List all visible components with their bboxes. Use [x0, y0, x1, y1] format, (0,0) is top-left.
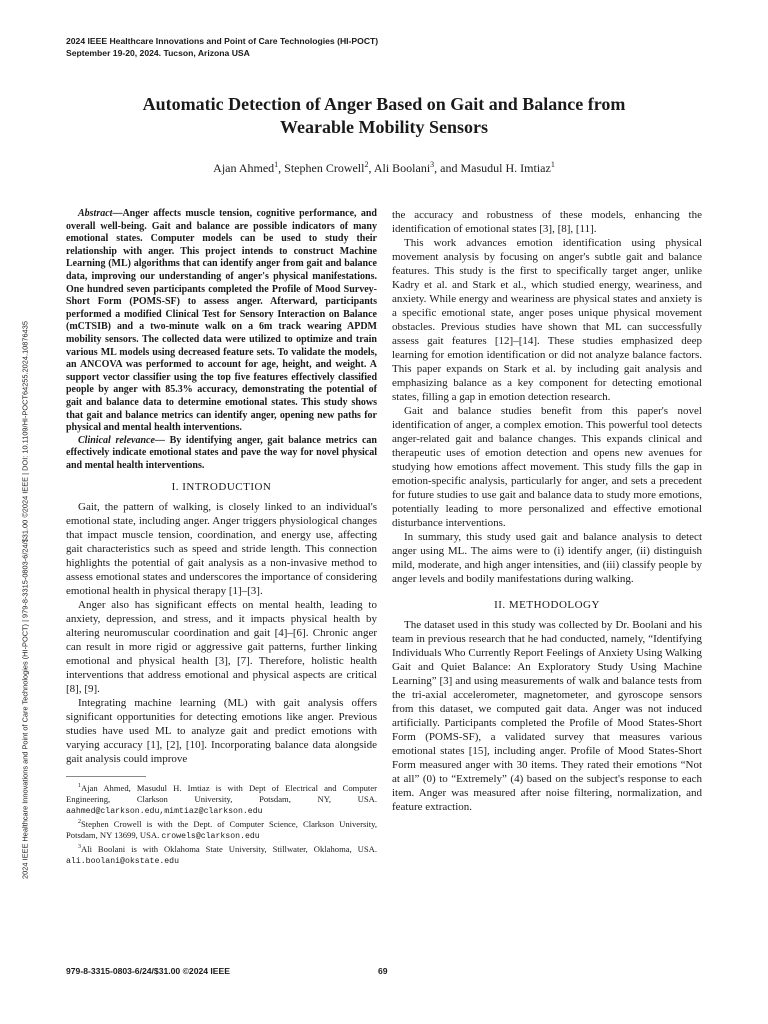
- left-column: [66, 208, 377, 867]
- section-heading-introduction: I. INTRODUCTION: [171, 481, 272, 494]
- footnote: [66, 781, 377, 817]
- paragraph: Integrating machine learning (ML) with gait analysis offers significant opportunities for detecting emotions like anger. Previous studies have used ML to analyze gait and predict emotions with varying accuracy [1], [2], [10]. Incorporating balance data alongside gait analysis could improve: [66, 697, 377, 766]
- author-separator: ,: [368, 161, 374, 175]
- footnote-divider: [66, 776, 146, 777]
- paragraph: This work advances emotion identification using physical movement analysis by focusing on anger's subtle gait and balance features. This study is the first to specifically target anger, unlike Kadry et al. and Stark et al., which studied energy, weariness, and anxiety. While energy and weariness are physical states and anxiety is a specific emotional state, anger poses unique physical movement obstacles. Previous studies have shown that ML can successfully assess gait features [12]–[14]. These studies emphasized deep learning for emotion identification or did not analyze balance factors. This paper expands on Stark et al. by including gait analysis and emphasizing balance as a key component for detecting emotional states, filling a gap in emotion detection research.: [392, 237, 702, 403]
- author-affiliation: 3: [430, 160, 435, 169]
- doi-sidebar-text: 2024 IEEE Healthcare Innovations and Point of Care Technologies (HI-POCT) | 979-8-3315-0803-6/24/$31.00 ©2024 IEEE | DOI: 10.1109/HI-POCT64255.2024.10876435: [20, 321, 30, 879]
- section-heading-methodology: II. METHODOLOGY: [494, 599, 600, 611]
- conference-header: [66, 35, 378, 59]
- footnote-marker: 1: [78, 783, 81, 790]
- doi-sidebar: [19, 240, 31, 960]
- footnote-marker: 3: [78, 844, 81, 851]
- footnote-marker: 2: [78, 819, 81, 826]
- paragraph: the accuracy and robustness of these models, enhancing the identification of emotional states [3], [8], [11].: [392, 209, 702, 235]
- author-list: [66, 160, 702, 176]
- clinical-relevance-text: By identifying anger, gait balance metrics can effectively indicate emotional states and pave the way for novel physical and mental health interventions.: [66, 434, 377, 471]
- footnote-text: Ajan Ahmed, Masudul H. Imtiaz is with Dept of Electrical and Computer Engineering, Clarkson University, Potsdam, NY, USA.: [66, 783, 377, 804]
- footnote: [66, 842, 377, 867]
- paragraph: Gait and balance studies benefit from this paper's novel identification of anger, a complex emotion. This powerful tool detects anger-related gait and balance changes. This expands clinical and therapeutic uses of emotion detection and opens new avenues for studying how emotions affect movement. This study fills the gap in emotion-specific analysis, particularly for anger, and sets a precedent for future studies to use gait and balance data to study more emotions, potentially leading to more personalized and effective emotional disturbance interventions.: [392, 405, 702, 529]
- paragraph: Anger also has significant effects on mental health, leading to anxiety, depression, and stress, and it impacts physical health by altering neuromuscular coordination and gait [4]–[6]. Chronic anger can result in more rigid or aggressive gait patterns, further linking emotional and physical health [3], [7]. Therefore, holistic health interventions that address emotional and physical aspects are critical [8], [9].: [66, 599, 377, 696]
- footnote-text: Stephen Crowell is with the Dept. of Computer Science, Clarkson University, Potsdam, NY 13699, USA.: [66, 818, 377, 840]
- author-affiliation: 1: [550, 160, 555, 169]
- conference-date-location: September 19-20, 2024. Tucson, Arizona USA: [66, 48, 250, 58]
- abstract-label: Abstract: [78, 208, 113, 219]
- footnote-email[interactable]: aahmed@clarkson.edu,mimtiaz@clarkson.edu: [66, 806, 263, 816]
- author-name: Ali Boolani: [373, 161, 431, 175]
- clinical-relevance: [66, 435, 377, 473]
- footer-copyright: 979-8-3315-0803-6/24/$31.00 ©2024 IEEE: [66, 966, 231, 976]
- abstract-text: Anger affects muscle tension, cognitive performance, and overall well-being. Gait and balance are possible indicators of many emotional states. Computer models can be used to study their relationship with anger. This project intends to construct Machine Learning (ML) algorithms that can identify anger from gait and balance data, improving our understanding of anger's physical manifestations. One hundred seven participants completed the Profile of Mood Survey-Short Form (POMS-SF) to assess anger. Afterward, participants performed a modified Clinical Test for Sensory Interaction on Balance (mCTSIB) and a two-minute walk on a 6m track wearing APDM mobility sensors. The collected data were utilized to optimize and train various ML models using decreased feature sets. To validate the models, an ANCOVA was performed to account for age, height, and weight. A support vector classifier using the top five features effectively classified people by anger with 85.3% accuracy, demonstrating the potential of gait and balance data to determine emotional states. This study shows that gait and balance metrics can identify anger, opening new paths for physical and mental health interventions.: [66, 208, 377, 434]
- author-name: Masudul H. Imtiaz: [460, 161, 551, 175]
- title-line-2: Wearable Mobility Sensors: [280, 117, 488, 137]
- clinical-relevance-label: Clinical relevance: [78, 434, 155, 446]
- paper-title: [66, 93, 702, 139]
- paragraph: In summary, this study used gait and balance analysis to detect anger using ML. The aims were to (i) identify anger, (ii) distinguish mild, moderate, and high anger intensities, and (iii) classify people by anger levels and bodily manifestations during walking.: [392, 531, 702, 585]
- right-column: [392, 208, 702, 814]
- paragraph: The dataset used in this study was collected by Dr. Boolani and his team in previous research that he had conducted, namely, “Identifying Individuals Who Currently Report Feelings of Anxiety Using Walking Gait and Quiet Balance: An Exploratory Study Using Machine Learning” [3] and using measurements of walk and balance tests from the tri-axial accelerometer, magnetometer, and gyroscope sensors from this dataset, we computed gait data. Anger was not induced artificially. Participants completed the Profile of Mood States-Short Form (POMS-SF), a validated survey that measures various emotional states [15], including anger. Profile of Mood States-Short Form measured anger with 30 items. They rated their emotions “Not at all” (0) to “Extremely” (4) based on the subject's response to each item. Anger was measured after noise filtering, normalization, and feature extraction.: [392, 619, 702, 813]
- footnote: [66, 817, 377, 842]
- author-separator: , and: [434, 161, 461, 175]
- footnote-email[interactable]: ali.boolani@okstate.edu: [66, 856, 180, 866]
- footnote-email[interactable]: crowels@clarkson.edu: [161, 831, 260, 841]
- abstract-dash: —: [112, 208, 123, 219]
- author-separator: ,: [278, 161, 285, 175]
- clinical-dash: —: [154, 434, 165, 446]
- conference-name: 2024 IEEE Healthcare Innovations and Point of Care Technologies (HI-POCT): [66, 36, 379, 46]
- footnote-text: Ali Boolani is with Oklahoma State University, Stillwater, Oklahoma, USA.: [81, 844, 377, 855]
- page-number: 69: [378, 966, 388, 976]
- author-affiliation: 2: [364, 160, 369, 169]
- author-affiliation: 1: [274, 160, 279, 169]
- author-name: Ajan Ahmed: [213, 161, 275, 175]
- author-name: Stephen Crowell: [284, 161, 365, 175]
- title-line-1: Automatic Detection of Anger Based on Gait and Balance from: [142, 94, 626, 114]
- paragraph: Gait, the pattern of walking, is closely linked to an individual's emotional state, including anger. Anger triggers physiological changes that impact muscle tension, coordination, and energy use, affecting gait characteristics such as speed and stride length. This connection highlights the potential of gait analysis as a non-invasive method to assess emotional states and underscores the importance of considering emotional health in physical therapy [1]–[3].: [66, 501, 377, 598]
- abstract: [66, 208, 377, 435]
